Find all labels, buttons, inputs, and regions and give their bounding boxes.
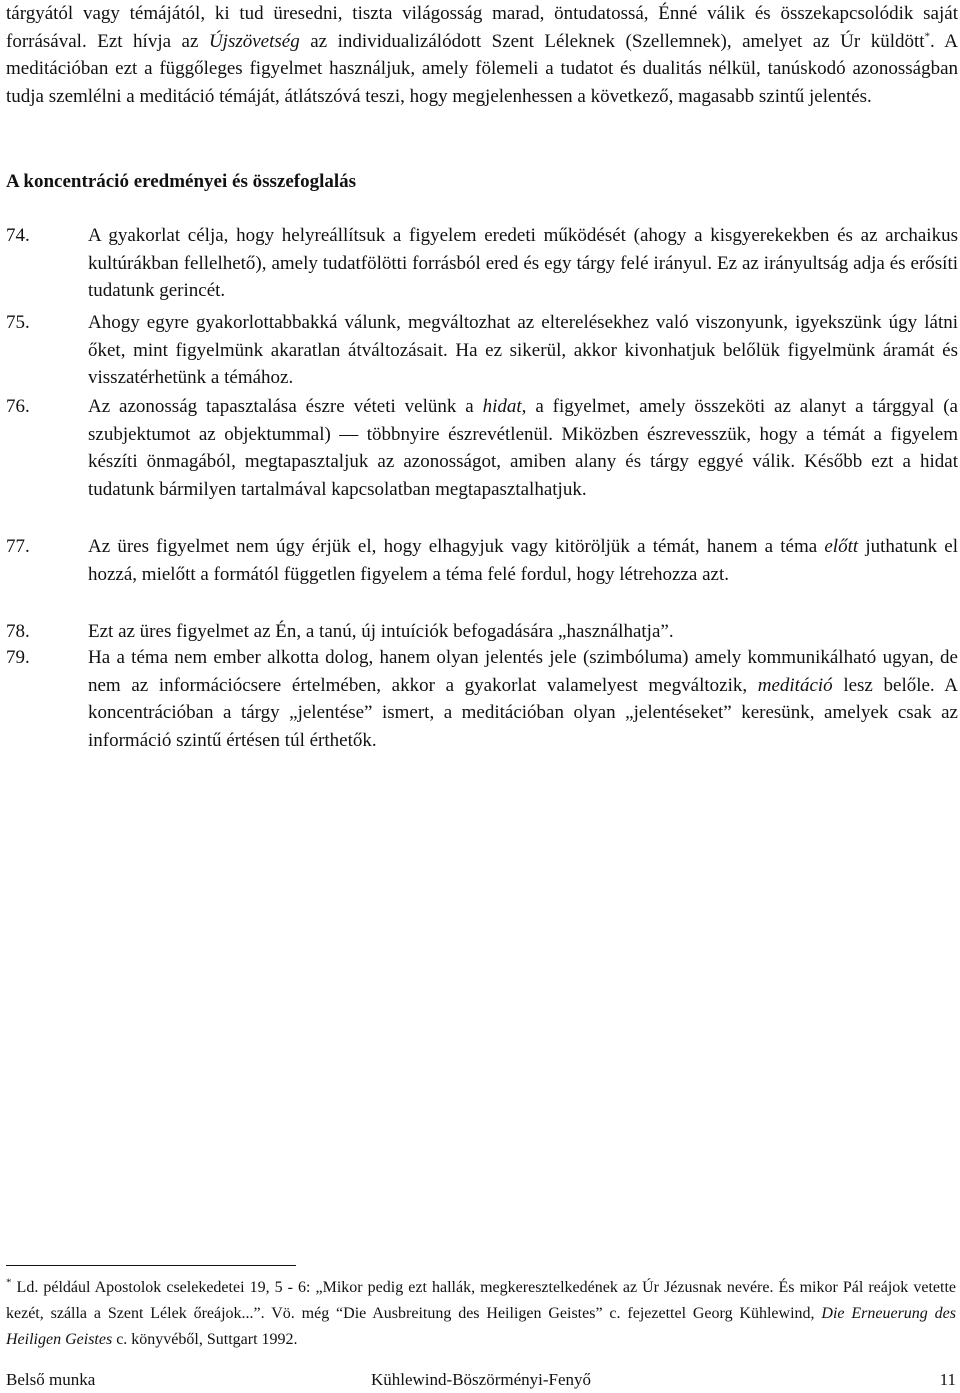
item-number: 74. bbox=[6, 225, 30, 246]
list-item-78 bbox=[6, 618, 958, 646]
item-italic-elott: előtt bbox=[824, 536, 859, 557]
item-text bbox=[88, 393, 958, 503]
intro-text-1: tárgyától vagy témájától, ki tud üresedni, tiszta világosság marad, öntudatossá, Énné válik és összekapcsolódik saját forrásával. Ezt hívja az bbox=[6, 3, 958, 52]
section-heading: A koncentráció eredményei és összefoglalás bbox=[6, 171, 357, 192]
item-number: 78. bbox=[6, 621, 30, 642]
item-text bbox=[88, 644, 958, 754]
item-text-part: Ha a téma nem ember alkotta dolog, hanem olyan jelentés jele (szimbóluma) amely kommunikálható ugyan, de nem az információcsere értelmében, akkor a gyakorlat valamelyest megváltozik, bbox=[88, 647, 958, 696]
item-text-part: Az azonosság tapasztalása észre véteti velünk a bbox=[88, 396, 483, 417]
footnote-divider bbox=[6, 1265, 296, 1266]
footnote-italic-title: Die Erneuerung des Heiligen Geistes bbox=[6, 1305, 956, 1348]
item-text bbox=[88, 533, 958, 588]
list-item-74 bbox=[6, 222, 958, 305]
item-italic-hidat: hidat bbox=[482, 396, 522, 417]
item-text-part: juthatunk el hozzá, mielőtt a formától független figyelem a téma felé fordul, hogy létrehozza azt. bbox=[88, 536, 958, 585]
list-item-75 bbox=[6, 309, 958, 392]
intro-paragraph bbox=[6, 0, 958, 110]
item-text-part: lesz belőle. A koncentrációban a tárgy „jelentése” ismert, a meditációban olyan „jelentéseket” keresünk, amelyek csak az információ szintű értésen túl érthetők. bbox=[88, 674, 959, 751]
intro-italic-ujszovetseg: Újszövetség bbox=[208, 30, 300, 52]
footnote bbox=[6, 1275, 956, 1353]
item-number: 75. bbox=[6, 312, 30, 333]
item-text: Ezt az üres figyelmet az Én, a tanú, új intuíciók befogadására „használhatja”. bbox=[88, 621, 674, 642]
item-number: 76. bbox=[6, 396, 30, 417]
item-text-part: , a figyelmet, amely összeköti az alanyt a tárggyal (a szubjektumot az objektummal) ― többnyire észrevétlenül. Miközben észrevesszük, hogy a témát a figyelem készíti önmagából, megtapasztaljuk az azonosságot, amiben alany és tárgy eggyé válik. Később ezt a hidat tudatunk bármilyen tartalmával kapcsolatban megtapasztalhatjuk. bbox=[88, 396, 958, 500]
list-item-76 bbox=[6, 393, 958, 503]
intro-text-3: . A meditációban ezt a függőleges figyelmet használjuk, amely fölemeli a tudatot és dualitás nélkül, tanúskodó azonosságban tudja szemlélni a meditáció témáját, átlátszóvá teszi, hogy megjelenhessen a következő, magasabb szintű jelentés. bbox=[6, 30, 958, 107]
page-footer bbox=[6, 1368, 956, 1392]
item-text-part: Az üres figyelmet nem úgy érjük el, hogy elhagyjuk vagy kitöröljük a témát, hanem a téma bbox=[88, 536, 825, 557]
footnote-text-2: c. könyvéből, Suttgart 1992. bbox=[112, 1331, 298, 1348]
item-number: 79. bbox=[6, 647, 30, 668]
intro-text-2: az individualizálódott Szent Léleknek (Szellemnek), amelyet az Úr küldött bbox=[299, 30, 925, 52]
item-text: Ahogy egyre gyakorlottabbakká válunk, megváltozhat az elterelésekhez való viszonyunk, igyekszünk úgy látni őket, mint figyelmünk akaratlan átváltozásait. Ha ez sikerül, akkor kivonhatjuk belőlük figyelmünk áramát és visszatérhetünk a témához. bbox=[88, 312, 958, 388]
list-item-79 bbox=[6, 644, 958, 754]
list-item-77 bbox=[6, 533, 958, 588]
footnote-mark: * bbox=[6, 1276, 12, 1289]
item-number: 77. bbox=[6, 536, 30, 557]
item-text: A gyakorlat célja, hogy helyreállítsuk a figyelem eredeti működését (ahogy a kisgyerekekben és az archaikus kultúrákban fellelhető), amely tudatfölötti forrásból ered és egy tárgy felé irányul. Ez az irányultság adja és erősíti tudatunk gerincét. bbox=[88, 225, 958, 301]
footer-title: Belső munka bbox=[6, 1370, 96, 1389]
item-italic-meditacio: meditáció bbox=[757, 674, 833, 696]
page-number: 11 bbox=[939, 1370, 956, 1389]
footer-authors: Kühlewind-Böszörményi-Fenyő bbox=[370, 1370, 592, 1389]
footnote-reference-mark[interactable]: * bbox=[924, 30, 931, 43]
footnote-text-1: Ld. például Apostolok cselekedetei 19, 5 - 6: „Mikor pedig ezt hallák, megkeresztelkedének az Úr Jézusnak nevére. És mikor Pál reájok vetette kezét, szálla a Szent Lélek őreájok...”. Vö. még “Die Ausbreitung des Heiligen Geistes” c. fejezettel Georg Kühlewind, bbox=[6, 1279, 956, 1322]
